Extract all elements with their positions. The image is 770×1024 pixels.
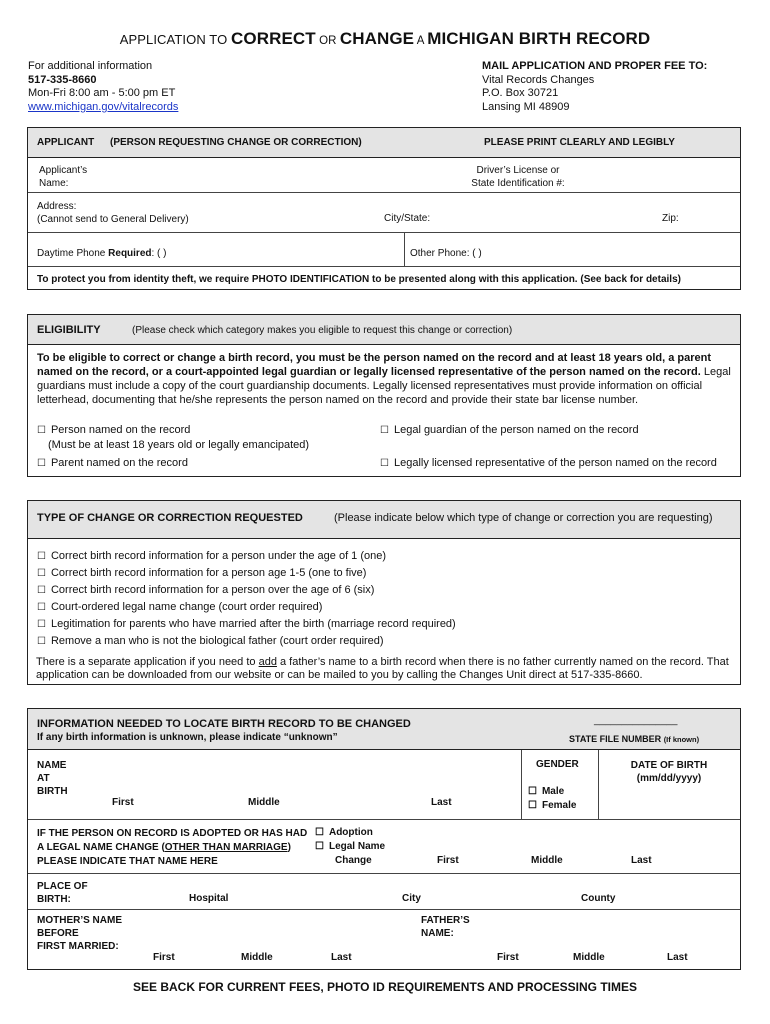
locate-record-section bbox=[27, 708, 741, 970]
checkbox-icon[interactable]: ☐ bbox=[528, 786, 537, 797]
field-label: MOTHER’S NAME bbox=[37, 915, 122, 926]
checkbox-icon[interactable]: ☐ bbox=[37, 551, 46, 562]
eligibility-section bbox=[27, 314, 741, 477]
field-label: FIRST MARRIED: bbox=[37, 941, 119, 952]
field-label: BIRTH bbox=[37, 786, 68, 797]
eligibility-bold-text: To be eligible to correct or change a birth record, you must be the person named on the record and at least 18 years old, a parent named on the record, or a court-appointed legal guardian or legally licensed representative of the person named on the record. bbox=[37, 352, 712, 378]
divider bbox=[521, 750, 522, 819]
locate-header-label: INFORMATION NEEDED TO LOCATE BIRTH RECORD TO BE CHANGED bbox=[37, 718, 411, 730]
checkbox-icon[interactable]: ☐ bbox=[37, 602, 46, 613]
address-field[interactable] bbox=[37, 200, 189, 226]
field-label: ) bbox=[287, 842, 291, 853]
field-label: : ( ) bbox=[151, 248, 167, 259]
divider bbox=[404, 232, 405, 266]
option-label: Court-ordered legal name change (court order required) bbox=[50, 601, 323, 613]
checkbox-icon[interactable]: ☐ bbox=[37, 425, 46, 436]
middle-name-label: Middle bbox=[248, 797, 280, 808]
option-label: Change bbox=[335, 855, 372, 866]
other-phone-field[interactable]: Other Phone: ( ) bbox=[410, 248, 482, 259]
field-label-underline: OTHER THAN MARRIAGE bbox=[164, 842, 288, 853]
title-michigan: MICHIGAN BIRTH RECORD bbox=[427, 29, 651, 48]
contact-hours: Mon-Fri 8:00 am - 5:00 pm ET bbox=[28, 87, 176, 99]
print-clearly-note: PLEASE PRINT CLEARLY AND LEGIBLY bbox=[484, 137, 675, 148]
first-name-label: First bbox=[437, 855, 459, 866]
divider bbox=[28, 266, 740, 267]
change-type-section bbox=[27, 500, 741, 685]
city-label: City bbox=[402, 893, 421, 904]
gender-female-option[interactable] bbox=[528, 800, 576, 811]
required-label: Required bbox=[108, 248, 152, 259]
change-option[interactable] bbox=[37, 616, 456, 633]
field-label: NAME bbox=[37, 760, 67, 771]
title-change: CHANGE bbox=[339, 29, 415, 48]
change-option[interactable] bbox=[37, 565, 456, 582]
option-label: Correct birth record information for a person under the age of 1 (one) bbox=[50, 550, 387, 562]
gender-male-option[interactable] bbox=[528, 786, 564, 797]
footer-note: SEE BACK FOR CURRENT FEES, PHOTO ID REQUIREMENTS AND PROCESSING TIMES bbox=[132, 980, 638, 994]
applicant-header-note: (PERSON REQUESTING CHANGE OR CORRECTION) bbox=[110, 137, 362, 148]
field-label: PLACE OF bbox=[37, 881, 88, 892]
field-label: DATE OF BIRTH bbox=[630, 760, 708, 771]
gender-label: GENDER bbox=[536, 759, 579, 770]
hospital-label: Hospital bbox=[189, 893, 229, 904]
option-label: Legally licensed representative of the person named on the record bbox=[393, 457, 717, 469]
option-person-named[interactable] bbox=[37, 424, 190, 436]
eligibility-header-note: (Please check which category makes you eligible to request this change or correction) bbox=[132, 325, 513, 336]
checkbox-icon[interactable]: ☐ bbox=[37, 619, 46, 630]
place-of-birth-field[interactable] bbox=[37, 880, 88, 906]
change-option[interactable] bbox=[37, 582, 456, 599]
checkbox-icon[interactable]: ☐ bbox=[37, 636, 46, 647]
locate-subheader: If any birth information is unknown, please indicate “unknown” bbox=[37, 732, 338, 743]
first-name-label: First bbox=[112, 797, 134, 808]
option-note: (Must be at least 18 years old or legally emancipated) bbox=[48, 439, 310, 451]
applicant-name-field[interactable] bbox=[39, 164, 87, 190]
middle-name-label: Middle bbox=[573, 952, 605, 963]
divider bbox=[28, 232, 740, 233]
mail-line: Lansing MI 48909 bbox=[482, 100, 570, 113]
field-label: BEFORE bbox=[37, 928, 79, 939]
middle-name-label: Middle bbox=[241, 952, 273, 963]
field-label: Name: bbox=[39, 178, 69, 189]
option-representative[interactable] bbox=[380, 457, 717, 469]
eligibility-header-label: ELIGIBILITY bbox=[37, 324, 101, 336]
last-name-label: Last bbox=[431, 797, 452, 808]
change-option[interactable] bbox=[37, 633, 456, 650]
title-part: APPLICATION TO bbox=[119, 32, 232, 47]
field-label: IF THE PERSON ON RECORD IS ADOPTED OR HAS HAD bbox=[37, 828, 308, 839]
first-name-label: First bbox=[153, 952, 175, 963]
field-label: FATHER’S bbox=[421, 915, 470, 926]
contact-info bbox=[28, 60, 178, 114]
field-note: (If known) bbox=[663, 735, 700, 744]
mother-name-field[interactable] bbox=[37, 914, 122, 953]
website-link[interactable]: www.michigan.gov/vitalrecords bbox=[28, 100, 179, 113]
checkbox-icon[interactable]: ☐ bbox=[37, 458, 46, 469]
adopted-name-field[interactable] bbox=[37, 827, 307, 869]
note-underline: add bbox=[258, 656, 277, 668]
option-parent[interactable] bbox=[37, 457, 188, 469]
checkbox-icon[interactable]: ☐ bbox=[37, 568, 46, 579]
change-type-header bbox=[28, 501, 740, 539]
option-label: Remove a man who is not the biological father (court order required) bbox=[50, 635, 384, 647]
checkbox-icon[interactable]: ☐ bbox=[315, 827, 324, 838]
option-legal-guardian[interactable] bbox=[380, 424, 639, 436]
title-correct: CORRECT bbox=[231, 29, 316, 48]
checkbox-icon[interactable]: ☐ bbox=[37, 585, 46, 596]
field-label: Address: bbox=[37, 201, 77, 212]
last-name-label: Last bbox=[631, 855, 652, 866]
field-label: Driver’s License or bbox=[476, 165, 560, 176]
option-label: Parent named on the record bbox=[50, 457, 188, 469]
file-number-label bbox=[569, 734, 699, 744]
eligibility-header bbox=[28, 315, 740, 345]
county-label: County bbox=[581, 893, 616, 904]
father-application-note bbox=[36, 656, 736, 682]
legal-name-change-option[interactable] bbox=[315, 841, 385, 852]
name-at-birth-field[interactable] bbox=[37, 759, 68, 798]
option-label: Person named on the record bbox=[50, 424, 191, 436]
file-number-line[interactable]: _______________ bbox=[594, 715, 678, 726]
divider bbox=[598, 750, 599, 819]
option-label: Legitimation for parents who have married after the birth (marriage record required) bbox=[50, 618, 456, 630]
applicant-header-label: APPLICANT bbox=[37, 137, 95, 148]
zip-field[interactable]: Zip: bbox=[662, 213, 679, 224]
change-type-header-note: (Please indicate below which type of change or correction you are requesting) bbox=[334, 512, 713, 524]
adoption-option[interactable] bbox=[315, 827, 373, 838]
field-label: A LEGAL NAME CHANGE ( bbox=[37, 842, 165, 853]
city-state-field[interactable]: City/State: bbox=[384, 213, 431, 224]
contact-phone: 517-335-8660 bbox=[28, 73, 97, 86]
field-label: STATE FILE NUMBER bbox=[569, 734, 662, 744]
last-name-label: Last bbox=[667, 952, 688, 963]
checkbox-icon[interactable]: ☐ bbox=[380, 425, 389, 436]
photo-id-notice: To protect you from identity theft, we require PHOTO IDENTIFICATION to be presented along with this application. (See back for details) bbox=[37, 274, 681, 285]
contact-label: For additional information bbox=[28, 60, 153, 72]
change-type-header-label: TYPE OF CHANGE OR CORRECTION REQUESTED bbox=[37, 512, 303, 524]
option-label: Legal guardian of the person named on the record bbox=[393, 424, 639, 436]
last-name-label: Last bbox=[331, 952, 352, 963]
field-label: NAME: bbox=[421, 928, 454, 939]
date-of-birth-field[interactable] bbox=[600, 759, 738, 785]
divider bbox=[28, 192, 740, 193]
option-label: Male bbox=[541, 786, 565, 797]
divider bbox=[28, 909, 740, 910]
change-option[interactable] bbox=[37, 599, 456, 616]
field-label: BIRTH: bbox=[37, 894, 71, 905]
field-label: State Identification #: bbox=[471, 178, 565, 189]
change-type-list bbox=[37, 548, 456, 650]
title-part: OR bbox=[315, 35, 340, 47]
checkbox-icon[interactable]: ☐ bbox=[528, 800, 537, 811]
eligibility-text: Legal guardians must include a copy of the court guardianship documents. Legally licensed representatives must provide information on official letterhead, documenting that he/she represents the person named on the record and provide their state bar license number. bbox=[37, 366, 731, 406]
form-title bbox=[0, 29, 770, 49]
father-name-field[interactable] bbox=[421, 914, 470, 940]
divider bbox=[28, 873, 740, 874]
checkbox-icon[interactable]: ☐ bbox=[380, 458, 389, 469]
field-label: AT bbox=[37, 773, 50, 784]
note-text: a father’s name to a birth record when there is no father currently named on the record. That application can be downloaded from our website or can be mailed to you by calling the Changes Unit direct at 517-335-8660. bbox=[36, 656, 729, 681]
mail-line: P.O. Box 30721 bbox=[482, 87, 559, 99]
divider bbox=[28, 819, 740, 820]
mail-line: Vital Records Changes bbox=[482, 73, 595, 86]
middle-name-label: Middle bbox=[531, 855, 563, 866]
locate-header bbox=[28, 709, 740, 750]
option-label: Correct birth record information for a person over the age of 6 (six) bbox=[50, 584, 375, 596]
field-label: Applicant’s bbox=[39, 165, 88, 176]
checkbox-icon[interactable]: ☐ bbox=[315, 841, 324, 852]
mail-address bbox=[482, 60, 707, 114]
field-label: Daytime Phone bbox=[37, 248, 109, 259]
daytime-phone-field[interactable] bbox=[37, 248, 167, 259]
applicant-section bbox=[27, 127, 741, 290]
first-name-label: First bbox=[497, 952, 519, 963]
field-label: (mm/dd/yyyy) bbox=[636, 773, 702, 784]
field-label: PLEASE INDICATE THAT NAME HERE bbox=[37, 856, 218, 867]
option-label: Adoption bbox=[328, 827, 373, 838]
eligibility-paragraph bbox=[37, 351, 735, 407]
applicant-header bbox=[28, 128, 740, 158]
title-part: A bbox=[414, 35, 428, 47]
option-label: Female bbox=[541, 800, 577, 811]
mail-heading: MAIL APPLICATION AND PROPER FEE TO: bbox=[482, 60, 708, 72]
note-text: There is a separate application if you need to bbox=[36, 656, 259, 668]
option-label: Correct birth record information for a person age 1-5 (one to five) bbox=[50, 567, 367, 579]
change-option[interactable] bbox=[37, 548, 456, 565]
license-field[interactable] bbox=[448, 164, 588, 190]
field-label: (Cannot send to General Delivery) bbox=[37, 214, 189, 225]
option-label: Legal Name bbox=[328, 841, 386, 852]
